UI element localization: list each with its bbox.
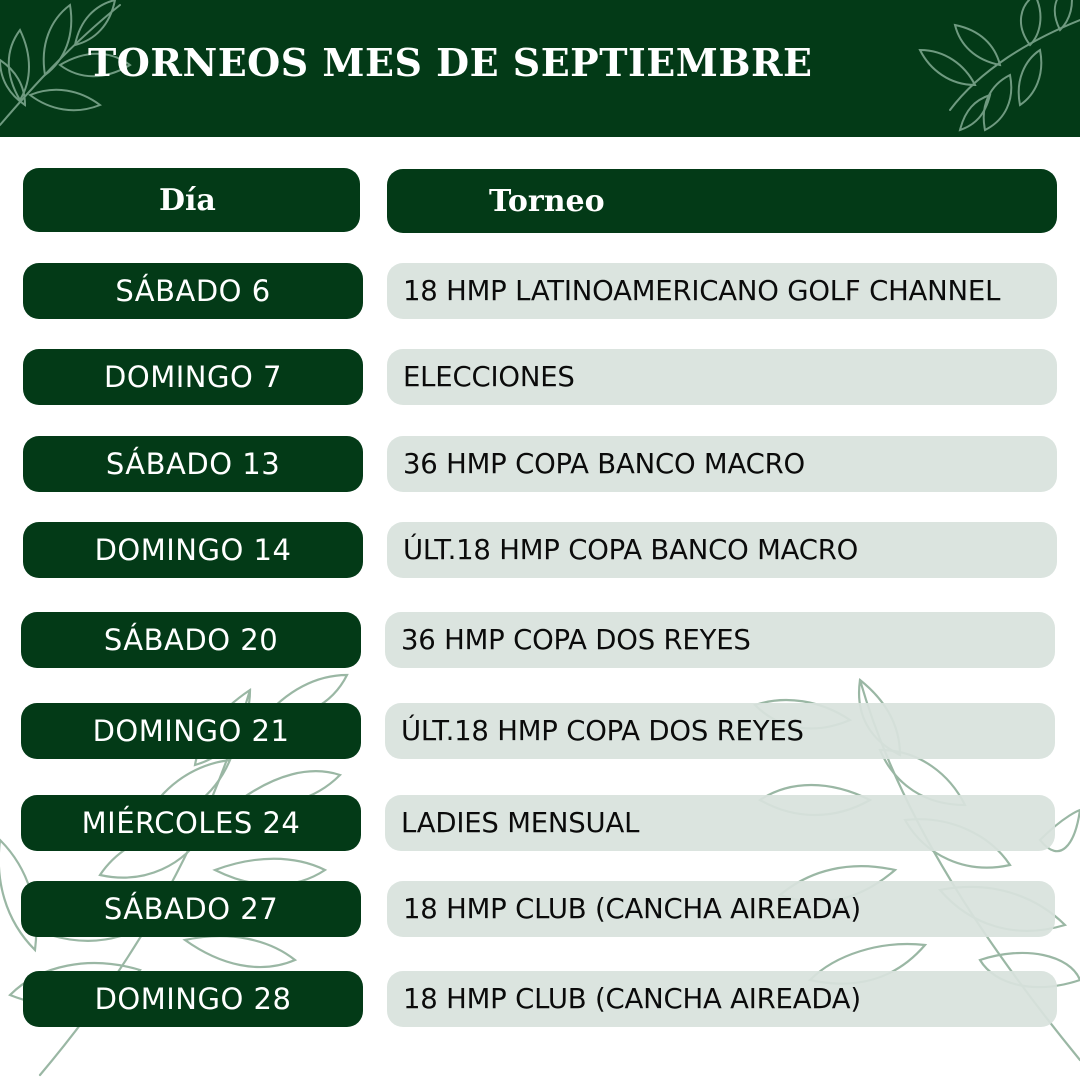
column-header-day	[23, 168, 360, 232]
day-cell	[23, 349, 363, 405]
event-cell	[387, 971, 1057, 1027]
header-banner	[0, 0, 1080, 137]
day-label: DOMINGO 14	[94, 533, 292, 567]
event-label: LADIES MENSUAL	[401, 807, 640, 839]
day-label: SÁBADO 13	[105, 447, 281, 481]
day-label: DOMINGO 28	[94, 982, 292, 1016]
day-label: SÁBADO 20	[103, 623, 279, 657]
day-cell	[23, 971, 363, 1027]
day-cell	[23, 263, 363, 319]
column-header-tournament	[387, 169, 1057, 233]
event-cell	[387, 522, 1057, 578]
day-label: DOMINGO 21	[92, 714, 290, 748]
event-cell	[387, 349, 1057, 405]
event-cell	[385, 795, 1055, 851]
column-header-day-label: Día	[159, 182, 216, 218]
event-cell	[387, 881, 1055, 937]
event-cell	[385, 612, 1055, 668]
event-cell	[385, 703, 1055, 759]
event-label: ELECCIONES	[403, 361, 575, 393]
page-title: TORNEOS MES DE SEPTIEMBRE	[88, 40, 813, 85]
day-cell	[21, 881, 361, 937]
day-cell	[23, 436, 363, 492]
day-cell	[23, 522, 363, 578]
day-label: SÁBADO 27	[103, 892, 279, 926]
column-header-tournament-label: Torneo	[489, 183, 605, 219]
day-cell	[21, 703, 361, 759]
event-label: 36 HMP COPA DOS REYES	[401, 624, 751, 656]
event-label: 18 HMP CLUB (CANCHA AIREADA)	[403, 893, 861, 925]
event-cell	[387, 263, 1057, 319]
day-label: DOMINGO 7	[104, 360, 282, 394]
event-label: 36 HMP COPA BANCO MACRO	[403, 448, 805, 480]
event-label: 18 HMP CLUB (CANCHA AIREADA)	[403, 983, 861, 1015]
day-cell	[21, 612, 361, 668]
event-label: ÚLT.18 HMP COPA BANCO MACRO	[403, 534, 859, 566]
day-cell	[21, 795, 361, 851]
event-label: 18 HMP LATINOAMERICANO GOLF CHANNEL	[403, 275, 1001, 307]
event-cell	[387, 436, 1057, 492]
day-label: SÁBADO 6	[115, 274, 271, 308]
event-label: ÚLT.18 HMP COPA DOS REYES	[401, 715, 804, 747]
day-label: MIÉRCOLES 24	[81, 806, 301, 840]
